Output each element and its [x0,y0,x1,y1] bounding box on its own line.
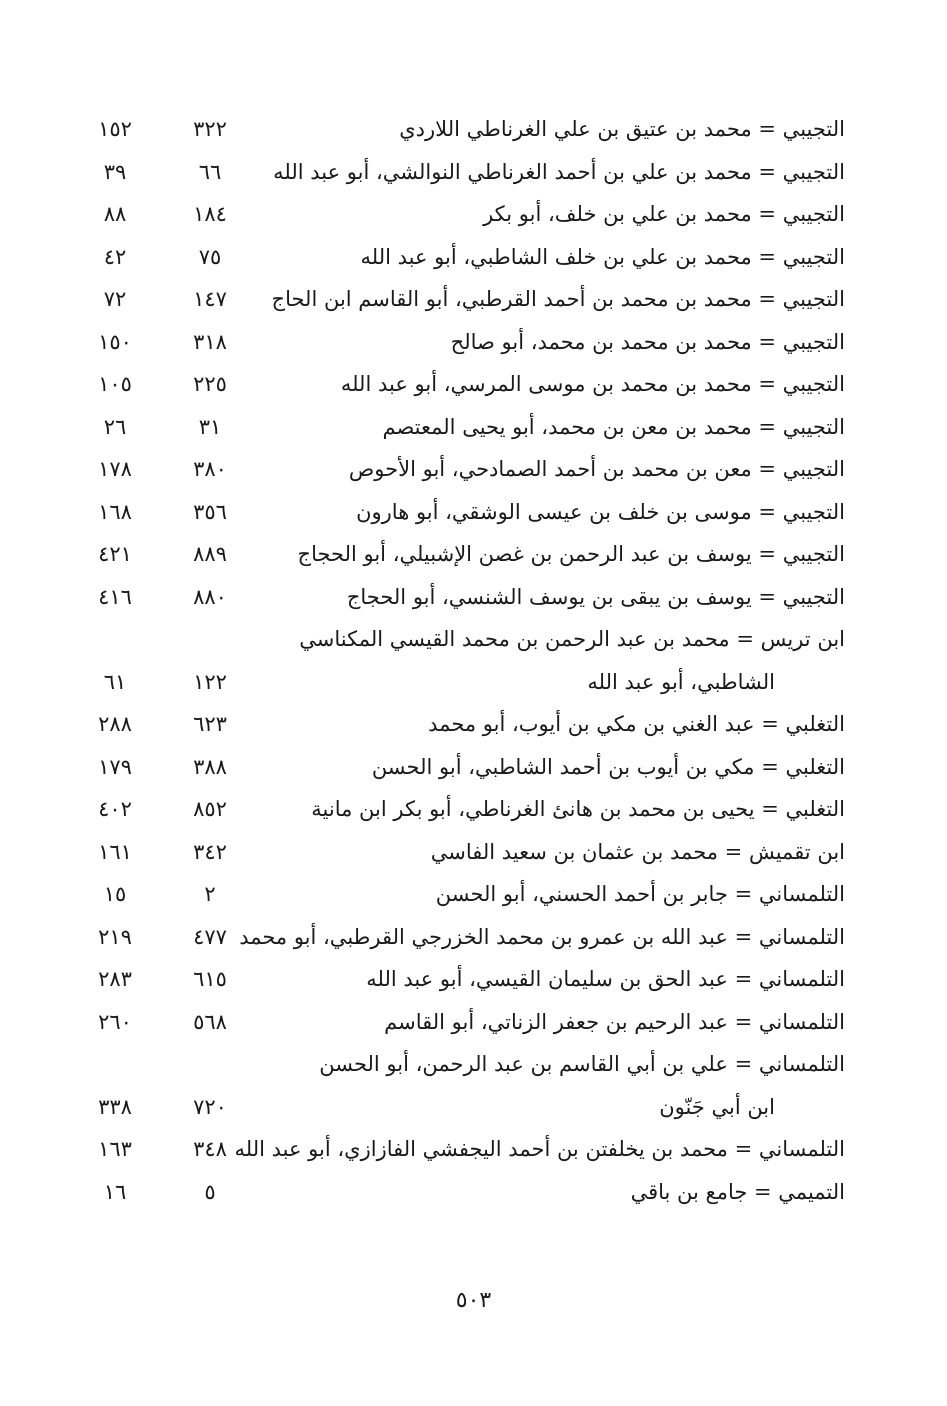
entry-name [245,873,845,916]
entry-page-number: ٢٦ [103,414,127,439]
entry-translation-number: ٣٨٨ [193,754,227,779]
entry-page-number: ١٥٢ [98,117,132,141]
index-entry [70,1001,845,1044]
entry-name [245,533,845,576]
entry-page-number: ٤١٦ [98,584,132,609]
entry-name-line: التلمساني = جابر بن أحمد الحسني، أبو الحسن [435,882,845,906]
entry-name-line: التغلبي = يحيى بن محمد بن هانئ الغرناطي، أبو بكر ابن مانية [311,797,845,821]
entry-name-line: التلمساني = علي بن أبي القاسم بن عبد الرحمن، أبو الحسن [319,1052,845,1076]
entry-page-number: ١٥٠ [98,329,132,354]
entry-name [245,1171,845,1214]
entry-translation-number: ٢٢٥ [193,372,227,396]
entry-name-line: التغلبي = عبد الغني بن مكي بن أيوب، أبو محمد [428,712,845,736]
entry-translation-number: ٣٤٨ [193,1137,227,1161]
entry-page-number: ١٦١ [98,839,132,864]
index-entry [70,788,845,831]
entry-name-line: التجيبي = يوسف بن عبد الرحمن بن غصن الإشبيلي، أبو الحجاج [297,542,845,566]
index-entry [70,448,845,491]
entry-page-number: ٦١ [103,669,127,694]
entry-name [245,406,845,449]
entry-name-line: التلمساني = عبد الله بن عمرو بن محمد الخزرجي القرطبي، أبو محمد [239,924,845,949]
index-entry [70,916,845,959]
index-entry [70,1128,845,1171]
entry-name-line: التجيبي = يوسف بن يبقى بن يوسف الشنسي، أبو الحجاج [346,584,845,609]
entry-translation-number: ٣٨٠ [193,457,227,481]
entry-name-line: التجيبي = محمد بن معن بن محمد، أبو يحيى المعتصم [382,414,845,439]
entry-name [245,1001,845,1044]
index-entry [70,406,845,449]
entry-page-number: ٣٩ [103,159,127,184]
entry-name-line: التجيبي = محمد بن علي بن أحمد الغرناطي النوالشي، أبو عبد الله [273,159,845,184]
entry-translation-number: ٨٨٠ [193,584,227,609]
entry-name [245,236,845,279]
index-entry [70,1043,845,1128]
entry-page-number: ١٦٣ [98,1137,132,1161]
entry-name-line: التلمساني = محمد بن يخلفتن بن أحمد اليجفشي الفازازي، أبو عبد الله [234,1137,845,1161]
entry-name [245,321,845,364]
entry-translation-number: ٨٥٢ [193,797,227,821]
entry-name-line: التلمساني = عبد الرحيم بن جعفر الزناتي، أبو القاسم [384,1009,845,1034]
index-entry [70,533,845,576]
entry-translation-number: ٦٢٣ [193,712,227,736]
index-entry [70,321,845,364]
entry-translation-number: ١٢٢ [193,669,227,694]
index-entry [70,576,845,619]
entry-page-number: ٤٢ [103,244,127,269]
entry-name [245,193,845,236]
index-entry [70,873,845,916]
index-entry [70,746,845,789]
entry-name [245,363,845,406]
entry-name-line: التجيبي = محمد بن علي بن خلف الشاطبي، أبو عبد الله [360,244,845,269]
entry-name-line: التجيبي = محمد بن محمد بن موسى المرسي، أبو عبد الله [340,372,845,396]
entry-page-number: ٨٨ [103,202,127,226]
entry-page-number: ٣٣٨ [98,1094,132,1119]
index-entry [70,1171,845,1214]
entry-name-continuation: ابن أبي جَنّون [659,1094,775,1119]
entry-name [245,958,845,1001]
entry-translation-number: ٧٢٠ [193,1094,227,1119]
index-entry [70,108,845,151]
index-entry [70,958,845,1001]
entry-name-line: التغلبي = مكي بن أيوب بن أحمد الشاطبي، أبو الحسن [371,754,845,779]
entry-translation-number: ٣١٨ [193,329,227,354]
entry-name [234,1128,845,1171]
entry-page-number: ١٧٩ [98,754,132,779]
page-number: ٥٠٣ [455,1288,492,1313]
entry-name [245,788,845,831]
entry-page-number: ١٦ [103,1179,127,1204]
entry-name-line: التجيبي = محمد بن محمد بن محمد، أبو صالح [450,329,845,354]
entry-name-line: ابن تريس = محمد بن عبد الرحمن بن محمد القيسي المكناسي [299,627,845,651]
entry-name [245,703,845,746]
entry-name-line: التجيبي = محمد بن عتيق بن علي الغرناطي اللاردي [399,117,845,141]
entry-translation-number: ٦٦ [198,159,222,184]
entry-page-number: ١٠٥ [98,372,132,396]
entry-name-line: التميمي = جامع بن باقي [630,1179,845,1204]
entry-name-line: التلمساني = عبد الحق بن سليمان القيسي، أبو عبد الله [366,967,845,991]
entry-name-line: التجيبي = معن بن محمد بن أحمد الصمادحي، أبو الأحوص [348,457,845,481]
entry-name [245,278,845,321]
entry-page-number: ١٥ [103,882,127,906]
entry-name [245,491,845,534]
entry-translation-number: ٣٤٢ [193,839,227,864]
entry-name [245,618,845,703]
index-list [70,108,845,1213]
entry-name-line: التجيبي = محمد بن محمد بن أحمد القرطبي، أبو القاسم ابن الحاج [271,287,845,311]
entry-name [245,151,845,194]
index-entry [70,618,845,703]
index-entry [70,363,845,406]
index-entry [70,703,845,746]
entry-page-number: ١٦٨ [98,499,132,524]
entry-translation-number: ١٤٧ [193,287,227,311]
entry-name [245,576,845,619]
index-entry [70,831,845,874]
entry-name [245,108,845,151]
entry-page-number: ٢٦٠ [98,1009,132,1034]
entry-translation-number: ٣٥٦ [193,499,227,524]
entry-name-line: التجيبي = محمد بن علي بن خلف، أبو بكر [483,202,845,226]
entry-name [245,831,845,874]
entry-name [245,1043,845,1128]
entry-translation-number: ٥٦٨ [193,1009,227,1034]
entry-page-number: ٢٨٣ [98,967,132,991]
entry-translation-number: ٧٥ [198,244,222,269]
entry-page-number: ٢١٩ [98,924,132,949]
entry-name-line: ابن تقميش = محمد بن عثمان بن سعيد الفاسي [430,839,845,864]
entry-name-continuation: الشاطبي، أبو عبد الله [587,669,775,694]
index-entry [70,193,845,236]
entry-name [245,448,845,491]
entry-name [239,916,845,959]
entry-page-number: ٤٢١ [98,542,132,566]
entry-page-number: ٢٨٨ [98,712,132,736]
index-entry [70,491,845,534]
entry-translation-number: ٣٢٢ [193,117,227,141]
entry-translation-number: ٢ [204,882,216,906]
entry-translation-number: ٦١٥ [193,967,227,991]
index-entry [70,236,845,279]
entry-translation-number: ٣١ [198,414,222,439]
entry-translation-number: ٤٧٧ [193,924,227,949]
index-entry [70,151,845,194]
entry-translation-number: ٨٨٩ [193,542,227,566]
entry-name [245,746,845,789]
index-entry [70,278,845,321]
entry-translation-number: ٥ [204,1179,216,1204]
entry-page-number: ١٧٨ [98,457,132,481]
entry-page-number: ٧٢ [103,287,127,311]
entry-translation-number: ١٨٤ [193,202,227,226]
entry-page-number: ٤٠٢ [98,797,132,821]
entry-name-line: التجيبي = موسى بن خلف بن عيسى الوشقي، أبو هارون [356,499,845,524]
